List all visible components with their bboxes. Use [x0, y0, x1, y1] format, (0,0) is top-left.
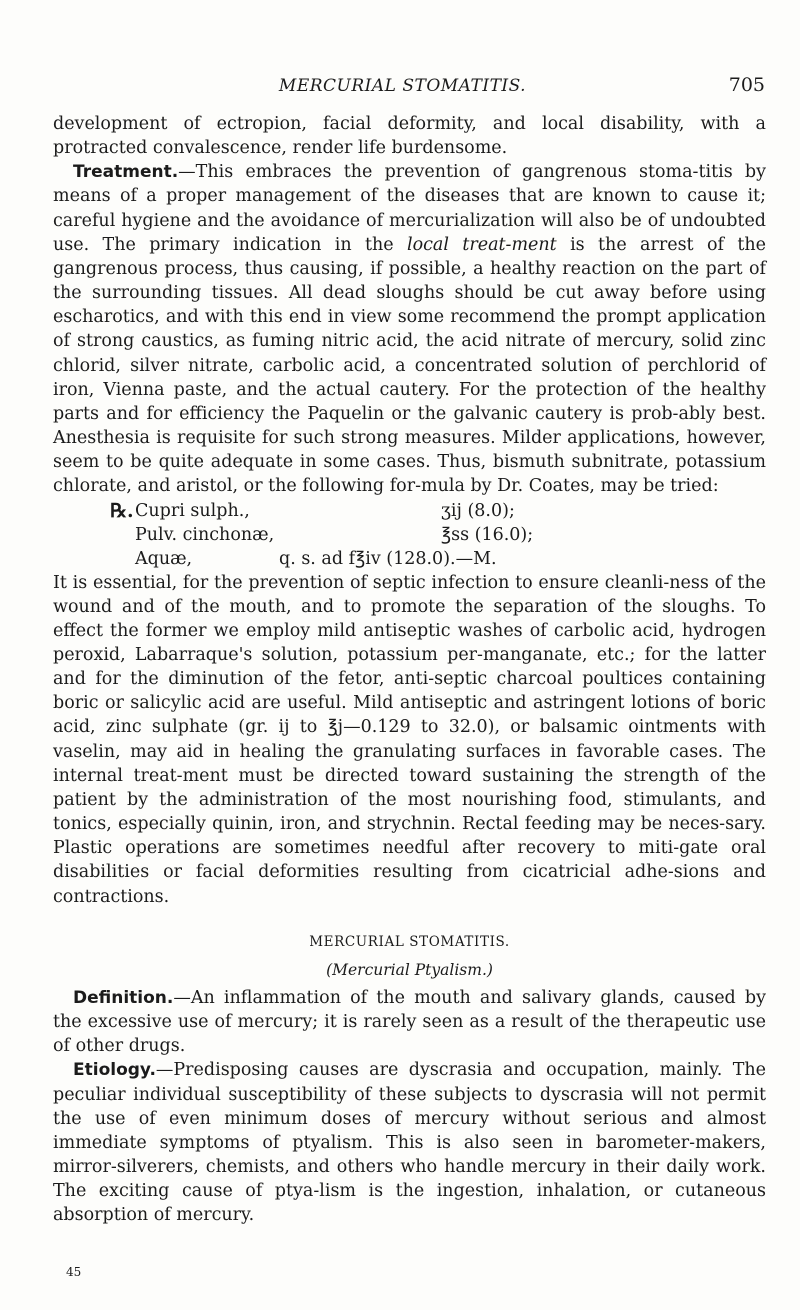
treatment-text-a: —This embraces the prevention of gangrenous stoma-titis by means of a proper management of the diseases that are known to cause it; careful hygiene and the avoidance of mercurialization will also be of undoubted use. The primary indication in the: [53, 162, 766, 255]
run-in-heading-etiology: Etiology.: [73, 1060, 156, 1081]
paragraph-continuation: development of ectropion, facial deformity, and local disability, with a protracted convalescence, render life burdensome.: [53, 114, 766, 159]
definition-text: —An inflammation of the mouth and salivary glands, caused by the excessive use of mercury; it is rarely seen as a result of the therapeutic use of other drugs.: [53, 988, 766, 1057]
recipe-symbol: ℞.: [110, 499, 134, 522]
run-in-heading-definition: Definition.: [73, 988, 174, 1008]
prescription-dose: ʒij (8.0);: [441, 500, 515, 521]
section-subheading: (Mercurial Ptyalism.): [326, 960, 493, 979]
paragraph-septic: It is essential, for the prevention of septic infection to ensure cleanli-ness of the wound and of the mouth, and to promote the separation of the sloughs. To effect the former we employ mild antiseptic washes of carbolic acid, hydrogen peroxid, Labarraque's solution, potassium per-manganate, etc.; for the latter and for the diminution of the fetor, anti-septic charcoal poultices containing boric or salicylic acid are useful. Mild antiseptic and astringent lotions of boric acid, zinc sulphate (gr. ij to ℥j—0.129 to 32.0), or balsamic ointments with vaselin, may aid in healing the granulating surfaces in favorable cases. The internal treat-ment must be directed toward sustaining the strength of the patient by the administration of the most nourishing food, stimulants, and tonics, especially quinin, iron, and strychnin. Rectal feeding may be neces-sary. Plastic operations are sometimes needful after recovery to miti-gate oral disabilities or facial deformities resulting from cicatricial adhe-sions and contractions.: [53, 572, 766, 907]
prescription-drug: Pulv. cinchonæ,: [135, 524, 275, 545]
section-heading: MERCURIAL STOMATITIS.: [309, 933, 510, 950]
signature-mark: 45: [66, 1265, 82, 1279]
prescription-drug: Cupri sulph.,: [135, 500, 250, 521]
prescription: [53, 499, 766, 571]
run-in-heading-treatment: Treatment.: [73, 162, 179, 183]
paragraph-definition: [53, 986, 766, 1058]
paragraph-treatment: [53, 160, 766, 498]
page-number: 705: [728, 74, 765, 96]
paragraph-etiology: [53, 1058, 766, 1227]
prescription-dose: q. s. ad f℥iv (128.0).—M.: [279, 548, 497, 569]
body-text: [53, 112, 766, 1228]
running-head: [40, 70, 765, 100]
treatment-text-b: is the arrest of the gangrenous process, thus causing, if possible, a healthy reaction on the part of the surrounding tissues. All dead sloughs should be cut away before using escharotics, and with this end in view some recommend the prompt application of strong caustics, as fuming nitric acid, the acid nitrate of mercury, solid zinc chlorid, silver nitrate, carbolic acid, a concentrated solution of perchlorid of iron, Vienna paste, and the actual cautery. For the protection of the healthy parts and for efficiency the Paquelin or the galvanic cautery is prob-ably best. Anesthesia is requisite for such strong measures. Milder applications, however, seem to be quite adequate in some cases. Thus, bismuth subnitrate, potassium chlorate, and aristol, or the following for-mula by Dr. Coates, may be tried:: [53, 234, 766, 497]
etiology-text: —Predisposing causes are dyscrasia and occupation, mainly. The peculiar individual susceptibility of these subjects to dyscrasia will not permit the use of even minimum doses of mercury without serious and almost immediate symptoms of ptyalism. This is also seen in barometer-makers, mirror-silverers, chemists, and others who handle mercury in their daily work. The exciting cause of ptya-lism is the ingestion, inhalation, or cutaneous absorption of mercury.: [53, 1060, 766, 1226]
running-title: MERCURIAL STOMATITIS.: [278, 76, 527, 96]
prescription-drug: Aquæ,: [135, 548, 193, 569]
prescription-dose: ℥ss (16.0);: [441, 524, 534, 545]
treatment-italic: local treat-ment: [406, 234, 557, 255]
